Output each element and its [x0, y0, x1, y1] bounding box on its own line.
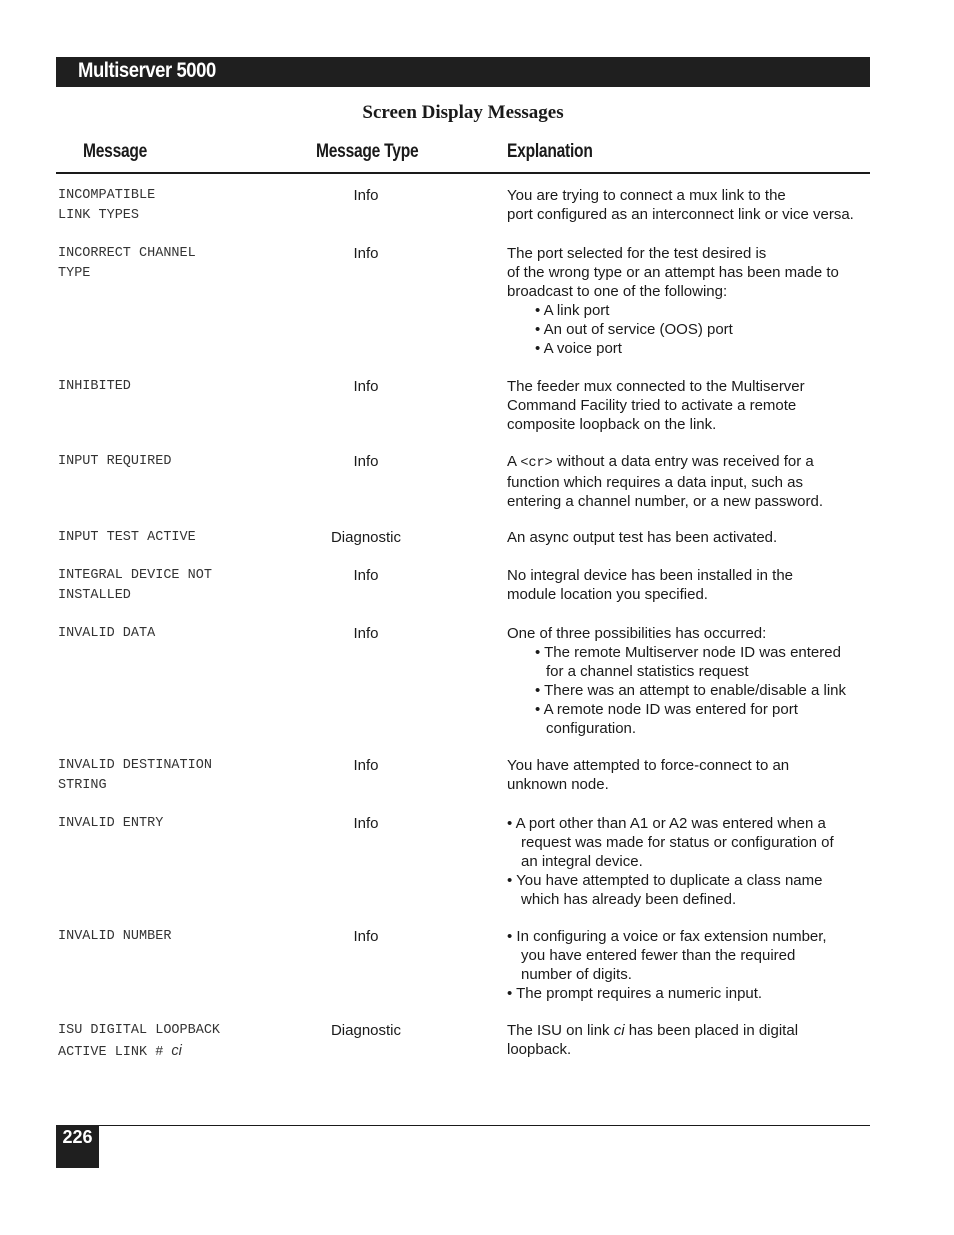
code-cr: <cr> — [520, 456, 553, 471]
bullet-item: • A link port — [535, 302, 610, 319]
message-code: INCOMPATIBLE LINK TYPES — [58, 188, 156, 223]
message-code: INCORRECT CHANNEL TYPE — [58, 246, 196, 281]
bullet-item: • The prompt requires a numeric input. — [507, 985, 763, 1002]
bullet-continuation: for a channel statistics request — [546, 663, 749, 680]
explanation: One of three possibilities has occurred: • The remote Multiserver node ID was entered for a channel statistics request • There was an attempt to enable/disable a link • A remote node ID was entered for port configuration. — [507, 624, 872, 738]
message-type: Info — [353, 625, 379, 642]
header-title: Multiserver 5000 — [78, 59, 216, 82]
message-type: Info — [353, 757, 379, 774]
bullet-continuation: request was made for status or configuration of — [521, 834, 834, 851]
page-number: 226 — [62, 1127, 93, 1147]
message-code: INVALID ENTRY — [58, 816, 164, 831]
message-type: Info — [353, 453, 379, 470]
bullet-continuation: an integral device. — [521, 853, 643, 870]
explanation: The ISU on link ci has been placed in digital loopback. — [507, 1022, 799, 1058]
bullet-item: • A remote node ID was entered for port — [535, 701, 798, 718]
message-type: Info — [353, 378, 379, 395]
explanation: The port selected for the test desired is of the wrong type or an attempt has been made to broadcast to one of the following: • A link port • An out of service (OOS) port • A voice port — [507, 244, 872, 358]
message-type: Info — [353, 245, 379, 262]
bullet-item: • The remote Multiserver node ID was entered — [535, 644, 841, 661]
message-type: Info — [353, 187, 379, 204]
italic-variable: ci — [171, 1043, 182, 1059]
explanation: No integral device has been installed in the module location you specified. — [507, 567, 794, 603]
bullet-continuation: number of digits. — [521, 966, 632, 983]
message-code: INHIBITED — [58, 379, 131, 394]
bullet-item: • A port other than A1 or A2 was entered when a — [507, 815, 826, 832]
message-type: Info — [353, 815, 379, 832]
bullet-item: • An out of service (OOS) port — [535, 321, 733, 338]
message-code: INVALID DATA — [58, 626, 156, 641]
page-number-box — [56, 1125, 99, 1168]
message-type: Info — [353, 928, 379, 945]
message-code: INVALID DESTINATION STRING — [58, 758, 212, 793]
section-title: Screen Display Messages — [362, 102, 564, 123]
bullet-continuation: you have entered fewer than the required — [521, 947, 796, 964]
header-rule — [56, 172, 870, 174]
message-code: INTEGRAL DEVICE NOT INSTALLED — [58, 568, 212, 603]
message-type: Info — [353, 567, 379, 584]
message-type: Diagnostic — [330, 1022, 402, 1039]
bullet-item: • There was an attempt to enable/disable a link — [535, 682, 846, 699]
column-header-message: Message — [83, 141, 148, 162]
explanation: An async output test has been activated. — [507, 529, 778, 546]
message-code: INPUT REQUIRED — [58, 454, 172, 469]
column-header-explanation: Explanation — [507, 141, 593, 162]
bullet-item: • In configuring a voice or fax extension number, — [507, 928, 827, 945]
bullet-continuation: which has already been defined. — [521, 891, 737, 908]
message-code: INVALID NUMBER — [58, 929, 172, 944]
header-bar — [56, 57, 870, 87]
bullet-item: • You have attempted to duplicate a class name — [507, 872, 823, 889]
bullet-item: • A voice port — [535, 340, 622, 357]
message-code: INPUT TEST ACTIVE — [58, 530, 196, 545]
explanation: A <cr> without a data entry was received for a function which requires a data input, such as entering a channel number, or a new password. — [507, 453, 824, 510]
explanation — [507, 927, 872, 1003]
explanation: You have attempted to force-connect to an unknown node. — [507, 757, 790, 793]
explanation: You are trying to connect a mux link to the port configured as an interconnect link or vice versa. — [507, 187, 854, 223]
italic-variable: ci — [613, 1022, 625, 1039]
footer-rule — [56, 1125, 870, 1126]
explanation — [507, 814, 872, 909]
column-header-type: Message Type — [316, 141, 419, 162]
message-type: Diagnostic — [330, 529, 402, 546]
bullet-continuation: configuration. — [546, 720, 637, 737]
explanation: The feeder mux connected to the Multiserver Command Facility tried to activate a remote composite loopback on the link. — [507, 378, 805, 433]
message-code: ISU DIGITAL LOOPBACK ACTIVE LINK # ci — [58, 1023, 221, 1060]
